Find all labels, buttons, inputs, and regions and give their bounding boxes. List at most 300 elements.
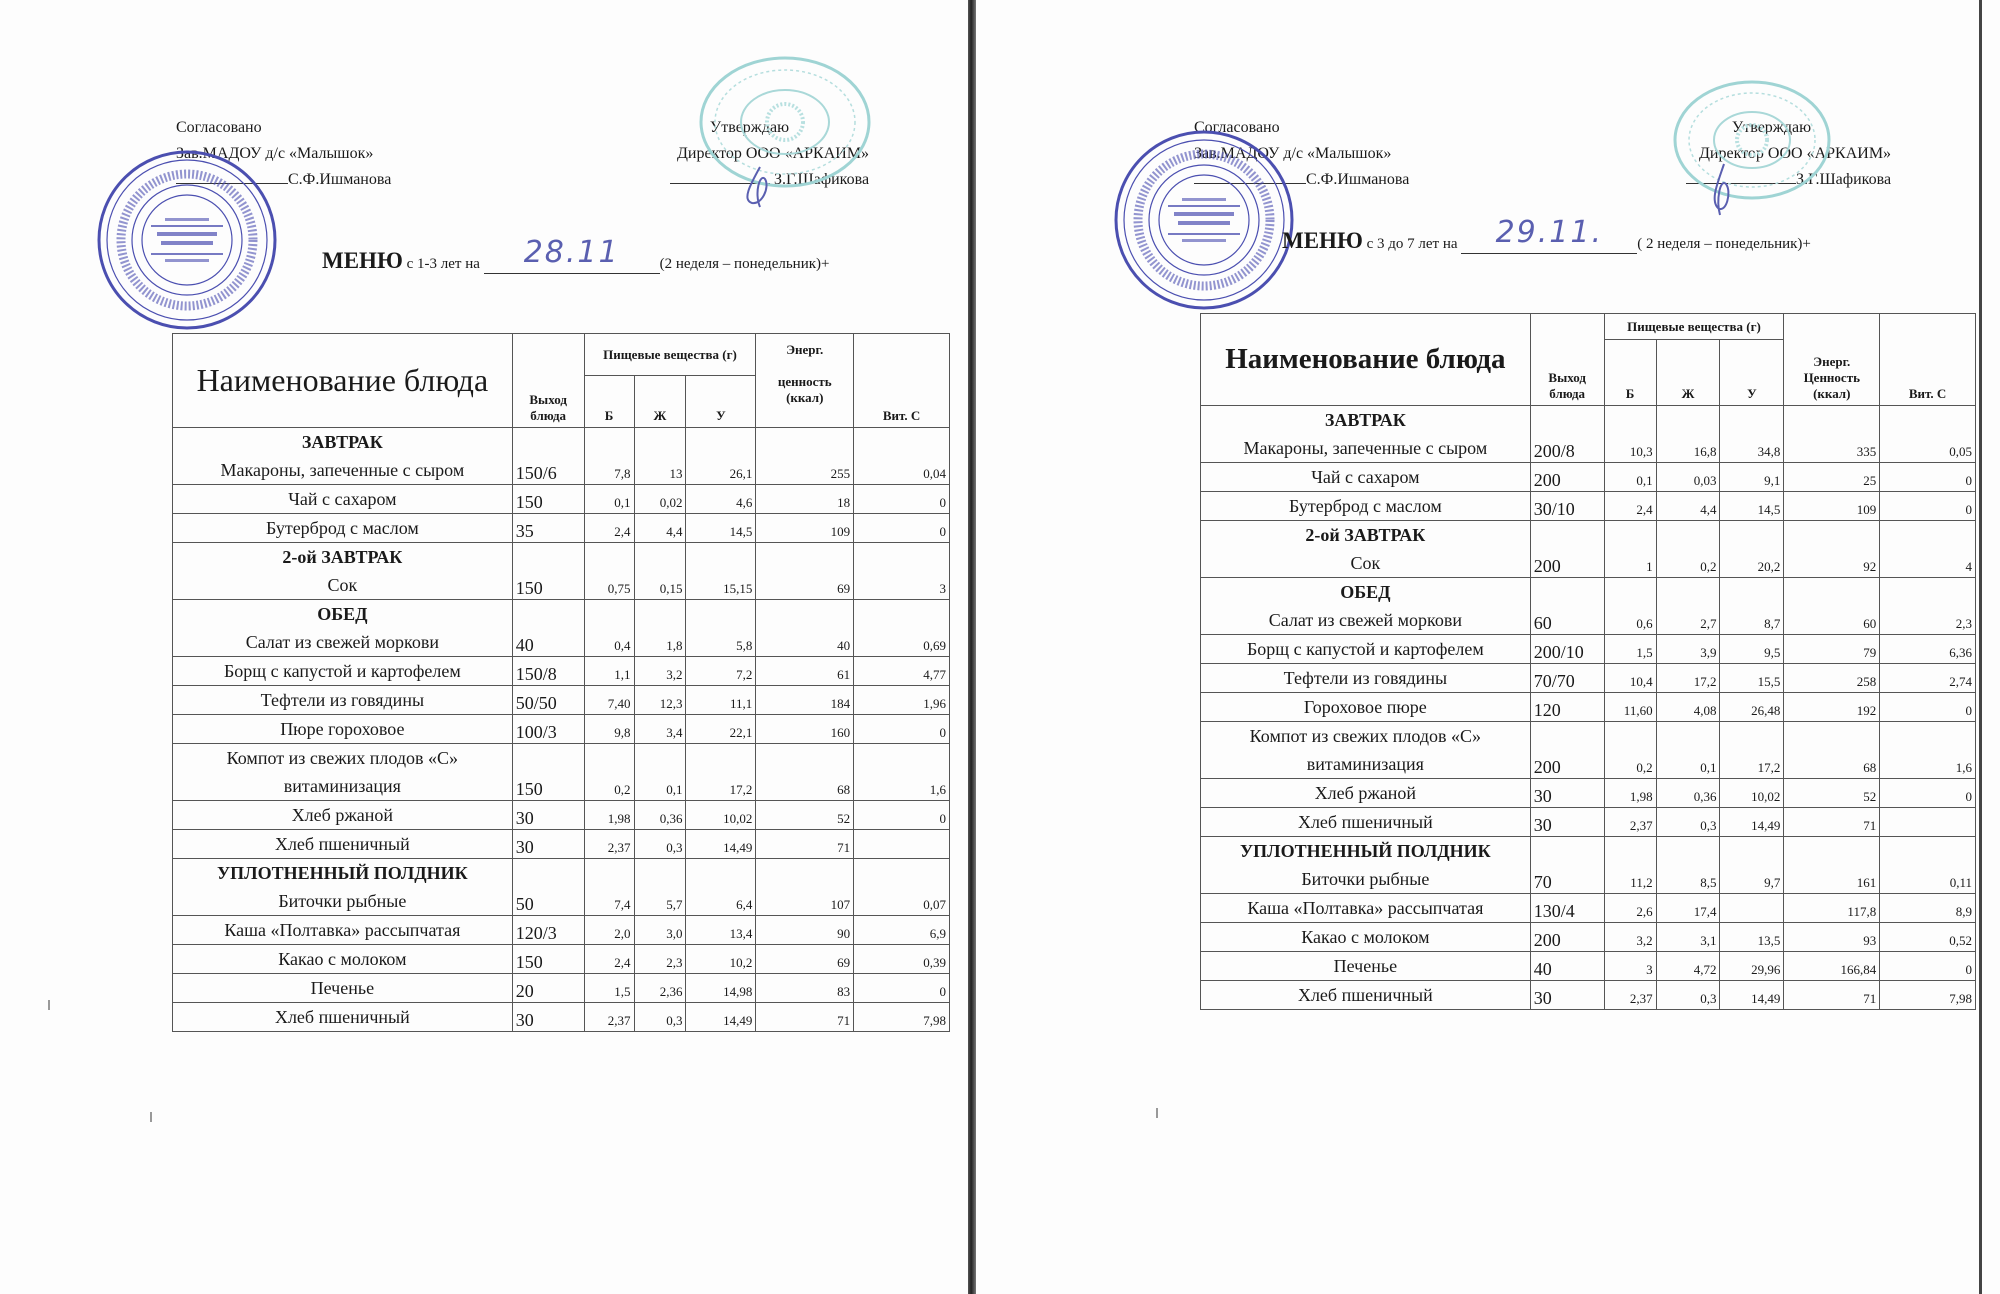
protein-cell: 10,3 <box>1604 406 1656 463</box>
protein-cell: 2,37 <box>1604 981 1656 1010</box>
protein-cell: 7,8 <box>584 428 634 485</box>
col-energy-bottom: ценность (ккал) <box>777 374 832 405</box>
table-row <box>173 859 950 916</box>
carb-cell: 22,1 <box>686 715 756 744</box>
dish-cell <box>173 428 513 485</box>
menu-word: МЕНЮ <box>322 248 403 273</box>
vitamin-c-cell: 0 <box>854 485 950 514</box>
energy-cell: 68 <box>1784 722 1880 779</box>
fat-cell: 12,3 <box>634 686 686 715</box>
vitamin-c-cell: 6,36 <box>1880 635 1976 664</box>
carb-cell: 11,1 <box>686 686 756 715</box>
meal-section-title: 2-ой ЗАВТРАК <box>1305 525 1426 545</box>
left-page <box>0 0 970 1294</box>
col-name: Наименование блюда <box>173 334 513 428</box>
dish-cell <box>1201 693 1531 722</box>
carb-cell: 4,6 <box>686 485 756 514</box>
protein-cell: 0,4 <box>584 600 634 657</box>
output-cell: 200/10 <box>1530 635 1604 664</box>
protein-cell: 1,5 <box>584 974 634 1003</box>
col-energy-top: Энерг. <box>786 342 824 357</box>
protein-cell: 2,6 <box>1604 894 1656 923</box>
dish-name: Гороховое пюре <box>1303 697 1427 717</box>
approve-title: Утверждаю <box>1731 119 1812 136</box>
fat-cell: 1,8 <box>634 600 686 657</box>
output-cell: 200 <box>1530 521 1604 578</box>
carb-cell: 5,8 <box>686 600 756 657</box>
table-row <box>1201 952 1976 981</box>
fat-cell: 4,72 <box>1656 952 1720 981</box>
protein-cell: 1,98 <box>584 801 634 830</box>
energy-cell: 52 <box>1784 779 1880 808</box>
vitamin-c-cell: 3 <box>854 543 950 600</box>
vitamin-c-cell: 6,9 <box>854 916 950 945</box>
energy-cell: 83 <box>756 974 854 1003</box>
energy-cell: 258 <box>1784 664 1880 693</box>
fat-cell: 0,1 <box>634 744 686 801</box>
dish-name: Бутерброд с маслом <box>1288 496 1442 516</box>
menu-suffix: (2 неделя – понедельник)+ <box>659 256 830 272</box>
col-name: Наименование блюда <box>1201 314 1531 406</box>
fat-cell: 0,3 <box>634 830 686 859</box>
dish-name: Салат из свежей моркови <box>1268 610 1463 630</box>
col-zh: Ж <box>1656 340 1720 406</box>
dish-name: Борщ с капустой и картофелем <box>1246 639 1484 659</box>
carb-cell: 13,5 <box>1720 923 1784 952</box>
col-nutrients: Пищевые вещества (г) <box>1604 314 1784 340</box>
fat-cell: 3,1 <box>1656 923 1720 952</box>
output-cell: 200 <box>1530 923 1604 952</box>
protein-cell: 0,1 <box>584 485 634 514</box>
dish-cell <box>173 686 513 715</box>
vitamin-c-cell: 0,07 <box>854 859 950 916</box>
col-energy <box>756 334 854 428</box>
page-divider <box>968 0 976 1294</box>
agreed-role: Зав.МАДОУ д/с «Малышок» <box>176 145 374 162</box>
output-cell: 30 <box>512 830 584 859</box>
vitamin-c-cell: 0,39 <box>854 945 950 974</box>
table-row <box>1201 406 1976 463</box>
protein-cell: 1,1 <box>584 657 634 686</box>
table-row <box>173 686 950 715</box>
output-cell: 30 <box>512 1003 584 1032</box>
dish-name: Компот из свежих плодов «С» витаминизация <box>1249 726 1482 774</box>
dish-name: Сок <box>1350 553 1381 573</box>
output-cell: 150/8 <box>512 657 584 686</box>
table-row <box>173 485 950 514</box>
carb-cell: 9,1 <box>1720 463 1784 492</box>
carb-cell: 14,5 <box>686 514 756 543</box>
output-cell: 100/3 <box>512 715 584 744</box>
dish-name: Макароны, запеченные с сыром <box>220 460 465 480</box>
carb-cell: 8,7 <box>1720 578 1784 635</box>
fat-cell: 0,03 <box>1656 463 1720 492</box>
vitamin-c-cell: 4,77 <box>854 657 950 686</box>
dish-cell <box>173 1003 513 1032</box>
vitamin-c-cell: 2,3 <box>1880 578 1976 635</box>
menu-table-right <box>1200 313 1976 1010</box>
table-row <box>173 600 950 657</box>
dish-name: Какао с молоком <box>278 949 407 969</box>
fat-cell: 0,36 <box>634 801 686 830</box>
fat-cell: 2,36 <box>634 974 686 1003</box>
vitamin-c-cell: 0,69 <box>854 600 950 657</box>
fat-cell: 17,4 <box>1656 894 1720 923</box>
vitamin-c-cell: 0 <box>1880 492 1976 521</box>
vitamin-c-cell: 0 <box>854 514 950 543</box>
carb-cell: 17,2 <box>686 744 756 801</box>
table-row <box>173 543 950 600</box>
col-u: У <box>686 376 756 428</box>
dish-cell <box>173 600 513 657</box>
output-cell: 150 <box>512 485 584 514</box>
fat-cell: 0,36 <box>1656 779 1720 808</box>
col-vitc: Вит. С <box>1880 314 1976 406</box>
protein-cell: 2,37 <box>1604 808 1656 837</box>
vitamin-c-cell: 1,96 <box>854 686 950 715</box>
meal-section-title: ЗАВТРАК <box>1324 410 1406 430</box>
vitamin-c-cell: 7,98 <box>1880 981 1976 1010</box>
energy-cell: 61 <box>756 657 854 686</box>
dish-name: Хлеб ржаной <box>291 805 394 825</box>
fat-cell: 2,7 <box>1656 578 1720 635</box>
table-row <box>173 657 950 686</box>
agreed-name: С.Ф.Ишманова <box>1306 171 1410 188</box>
output-cell: 30 <box>1530 779 1604 808</box>
vitamin-c-cell: 2,74 <box>1880 664 1976 693</box>
dish-name: Хлеб пшеничный <box>274 1007 410 1027</box>
menu-body-right <box>1201 406 1976 1010</box>
dish-cell <box>1201 492 1531 521</box>
dish-cell <box>173 715 513 744</box>
output-cell: 50 <box>512 859 584 916</box>
vitamin-c-cell: 0,05 <box>1880 406 1976 463</box>
vitamin-c-cell: 0,04 <box>854 428 950 485</box>
output-cell: 40 <box>1530 952 1604 981</box>
output-cell: 30 <box>1530 808 1604 837</box>
carb-cell <box>1720 894 1784 923</box>
dish-name: Печенье <box>310 978 375 998</box>
dish-cell <box>173 830 513 859</box>
menu-table-left <box>172 333 950 1032</box>
menu-suffix: ( 2 неделя – понедельник)+ <box>1637 236 1811 252</box>
carb-cell: 26,1 <box>686 428 756 485</box>
dish-cell <box>1201 923 1531 952</box>
approve-title: Утверждаю <box>709 119 790 136</box>
carb-cell: 14,98 <box>686 974 756 1003</box>
energy-cell: 71 <box>1784 808 1880 837</box>
fat-cell: 4,08 <box>1656 693 1720 722</box>
vitamin-c-cell: 4 <box>1880 521 1976 578</box>
dish-name: Биточки рыбные <box>1301 869 1430 889</box>
vitamin-c-cell: 8,9 <box>1880 894 1976 923</box>
dish-name: Салат из свежей моркови <box>245 632 440 652</box>
fat-cell: 3,0 <box>634 916 686 945</box>
dish-cell <box>1201 406 1531 463</box>
table-row <box>173 514 950 543</box>
energy-cell: 335 <box>1784 406 1880 463</box>
dish-cell <box>1201 521 1531 578</box>
dish-name: Тефтели из говядины <box>1283 668 1448 688</box>
table-row <box>1201 521 1976 578</box>
vitamin-c-cell: 0 <box>854 801 950 830</box>
vitamin-c-cell: 0 <box>1880 952 1976 981</box>
protein-cell: 2,4 <box>1604 492 1656 521</box>
dish-cell <box>1201 981 1531 1010</box>
energy-cell: 109 <box>1784 492 1880 521</box>
table-row <box>1201 635 1976 664</box>
dish-cell <box>173 801 513 830</box>
energy-cell: 71 <box>756 1003 854 1032</box>
energy-cell: 40 <box>756 600 854 657</box>
fat-cell: 0,1 <box>1656 722 1720 779</box>
energy-cell: 18 <box>756 485 854 514</box>
carb-cell: 14,5 <box>1720 492 1784 521</box>
table-row <box>1201 923 1976 952</box>
protein-cell: 11,60 <box>1604 693 1656 722</box>
scan-mark <box>48 1000 50 1010</box>
energy-cell: 107 <box>756 859 854 916</box>
output-cell: 35 <box>512 514 584 543</box>
output-cell: 30/10 <box>1530 492 1604 521</box>
energy-cell: 60 <box>1784 578 1880 635</box>
approve-role: Директор ООО «АРКАИМ» <box>677 145 870 162</box>
fat-cell: 0,2 <box>1656 521 1720 578</box>
vitamin-c-cell: 1,6 <box>1880 722 1976 779</box>
dish-name: Каша «Полтавка» рассыпчатая <box>1247 898 1484 918</box>
approve-signature <box>730 165 790 210</box>
energy-cell: 92 <box>1784 521 1880 578</box>
vitamin-c-cell <box>854 830 950 859</box>
col-energy: Энерг. Ценность (ккал) <box>1784 314 1880 406</box>
agreed-role: Зав.МАДОУ д/с «Малышок» <box>1194 145 1392 162</box>
dish-name: Хлеб пшеничный <box>1297 812 1433 832</box>
protein-cell: 1,5 <box>1604 635 1656 664</box>
table-row <box>173 974 950 1003</box>
dish-name: Пюре гороховое <box>280 719 405 739</box>
protein-cell: 11,2 <box>1604 837 1656 894</box>
energy-cell: 117,8 <box>1784 894 1880 923</box>
dish-cell <box>1201 578 1531 635</box>
protein-cell: 9,8 <box>584 715 634 744</box>
table-row <box>1201 722 1976 779</box>
menu-age: с 3 до 7 лет на <box>1366 236 1458 252</box>
dish-name: Хлеб пшеничный <box>1297 985 1433 1005</box>
fat-cell: 0,3 <box>1656 981 1720 1010</box>
protein-cell: 10,4 <box>1604 664 1656 693</box>
protein-cell: 2,37 <box>584 830 634 859</box>
meal-section-title: УПЛОТНЕННЫЙ ПОЛДНИК <box>1239 841 1491 861</box>
protein-cell: 2,4 <box>584 514 634 543</box>
dish-name: Бутерброд с маслом <box>265 518 419 538</box>
energy-cell: 160 <box>756 715 854 744</box>
fat-cell: 3,2 <box>634 657 686 686</box>
carb-cell: 14,49 <box>1720 981 1784 1010</box>
output-cell: 150 <box>512 744 584 801</box>
table-row <box>173 744 950 801</box>
protein-cell: 2,0 <box>584 916 634 945</box>
fat-cell: 4,4 <box>634 514 686 543</box>
carb-cell: 29,96 <box>1720 952 1784 981</box>
carb-cell: 10,02 <box>686 801 756 830</box>
carb-cell: 20,2 <box>1720 521 1784 578</box>
page-edge <box>1979 0 1982 1294</box>
output-cell: 200/8 <box>1530 406 1604 463</box>
table-row <box>173 916 950 945</box>
protein-cell: 0,2 <box>1604 722 1656 779</box>
approve-name: З.Г.Шафикова <box>774 171 870 188</box>
output-cell: 60 <box>1530 578 1604 635</box>
vitamin-c-cell: 7,98 <box>854 1003 950 1032</box>
output-cell: 70 <box>1530 837 1604 894</box>
dish-name: Борщ с капустой и картофелем <box>223 661 461 681</box>
menu-date: 29.11. <box>1495 215 1603 250</box>
col-output: Выход блюда <box>512 334 584 428</box>
protein-cell: 7,40 <box>584 686 634 715</box>
carb-cell: 14,49 <box>1720 808 1784 837</box>
fat-cell: 0,02 <box>634 485 686 514</box>
dish-name: Каша «Полтавка» рассыпчатая <box>224 920 461 940</box>
output-cell: 150 <box>512 945 584 974</box>
energy-cell: 93 <box>1784 923 1880 952</box>
carb-cell: 6,4 <box>686 859 756 916</box>
col-b: Б <box>1604 340 1656 406</box>
carb-cell: 7,2 <box>686 657 756 686</box>
table-row <box>173 830 950 859</box>
carb-cell: 9,7 <box>1720 837 1784 894</box>
dish-cell <box>1201 837 1531 894</box>
menu-date: 28.11 <box>523 235 620 270</box>
table-row <box>1201 779 1976 808</box>
table-row <box>1201 578 1976 635</box>
menu-date-line <box>1461 215 1637 254</box>
scan-mark <box>1156 1108 1158 1118</box>
protein-cell: 3 <box>1604 952 1656 981</box>
table-row <box>1201 837 1976 894</box>
output-cell: 200 <box>1530 722 1604 779</box>
fat-cell: 8,5 <box>1656 837 1720 894</box>
output-cell: 50/50 <box>512 686 584 715</box>
carb-cell: 10,02 <box>1720 779 1784 808</box>
fat-cell: 13 <box>634 428 686 485</box>
carb-cell: 14,49 <box>686 830 756 859</box>
energy-cell: 52 <box>756 801 854 830</box>
table-row <box>1201 981 1976 1010</box>
dish-name: Чай с сахаром <box>288 489 397 509</box>
table-row <box>1201 492 1976 521</box>
menu-date-line <box>484 235 660 274</box>
table-row <box>173 945 950 974</box>
table-row <box>1201 463 1976 492</box>
carb-cell: 17,2 <box>1720 722 1784 779</box>
dish-cell <box>1201 894 1531 923</box>
carb-cell: 14,49 <box>686 1003 756 1032</box>
dish-cell <box>1201 779 1531 808</box>
output-cell: 130/4 <box>1530 894 1604 923</box>
fat-cell: 5,7 <box>634 859 686 916</box>
vitamin-c-cell <box>1880 808 1976 837</box>
vitamin-c-cell: 0,52 <box>1880 923 1976 952</box>
output-cell: 120 <box>1530 693 1604 722</box>
vitamin-c-cell: 0,11 <box>1880 837 1976 894</box>
dish-name: Биточки рыбные <box>278 891 407 911</box>
output-cell: 200 <box>1530 463 1604 492</box>
carb-cell: 13,4 <box>686 916 756 945</box>
col-zh: Ж <box>634 376 686 428</box>
fat-cell: 16,8 <box>1656 406 1720 463</box>
table-row <box>1201 808 1976 837</box>
dish-cell <box>1201 463 1531 492</box>
right-page <box>976 0 2000 1294</box>
dish-cell <box>1201 635 1531 664</box>
table-row <box>173 715 950 744</box>
carb-cell: 26,48 <box>1720 693 1784 722</box>
energy-cell: 71 <box>1784 981 1880 1010</box>
dish-name: Компот из свежих плодов «С» витаминизация <box>226 748 459 796</box>
fat-cell: 2,3 <box>634 945 686 974</box>
energy-cell: 255 <box>756 428 854 485</box>
agreed-name: С.Ф.Ишманова <box>288 171 392 188</box>
fat-cell: 0,3 <box>1656 808 1720 837</box>
dish-name: Хлеб ржаной <box>1314 783 1417 803</box>
col-b: Б <box>584 376 634 428</box>
energy-cell: 161 <box>1784 837 1880 894</box>
fat-cell: 3,9 <box>1656 635 1720 664</box>
col-nutrients: Пищевые вещества (г) <box>584 334 756 376</box>
fat-cell: 4,4 <box>1656 492 1720 521</box>
dish-cell <box>1201 952 1531 981</box>
fat-cell: 3,4 <box>634 715 686 744</box>
dish-cell <box>173 945 513 974</box>
fat-cell: 0,3 <box>634 1003 686 1032</box>
fat-cell: 0,15 <box>634 543 686 600</box>
menu-body-left <box>173 428 950 1032</box>
output-cell: 150/6 <box>512 428 584 485</box>
dish-name: Макароны, запеченные с сыром <box>1243 438 1488 458</box>
carb-cell: 10,2 <box>686 945 756 974</box>
round-stamp <box>1112 128 1297 313</box>
table-row <box>173 428 950 485</box>
approve-signature <box>1696 162 1746 217</box>
output-cell: 150 <box>512 543 584 600</box>
output-cell: 40 <box>512 600 584 657</box>
dish-name: Хлеб пшеничный <box>274 834 410 854</box>
table-row <box>1201 664 1976 693</box>
col-u: У <box>1720 340 1784 406</box>
dish-cell <box>173 485 513 514</box>
dish-cell <box>1201 808 1531 837</box>
dish-cell <box>1201 722 1531 779</box>
meal-section-title: ОБЕД <box>1340 582 1391 602</box>
dish-name: Чай с сахаром <box>1311 467 1420 487</box>
col-vitc: Вит. С <box>854 334 950 428</box>
dish-cell <box>173 974 513 1003</box>
dish-cell <box>173 859 513 916</box>
vitamin-c-cell: 0 <box>854 715 950 744</box>
dish-name: Какао с молоком <box>1301 927 1430 947</box>
vitamin-c-cell: 0 <box>1880 463 1976 492</box>
agreed-title: Согласовано <box>176 119 262 136</box>
dish-name: Печенье <box>1333 956 1398 976</box>
carb-cell: 15,15 <box>686 543 756 600</box>
protein-cell: 0,75 <box>584 543 634 600</box>
energy-cell: 68 <box>756 744 854 801</box>
table-row <box>1201 693 1976 722</box>
approve-name: З.Г.Шафикова <box>1796 171 1892 188</box>
protein-cell: 1 <box>1604 521 1656 578</box>
protein-cell: 0,1 <box>1604 463 1656 492</box>
output-cell: 120/3 <box>512 916 584 945</box>
